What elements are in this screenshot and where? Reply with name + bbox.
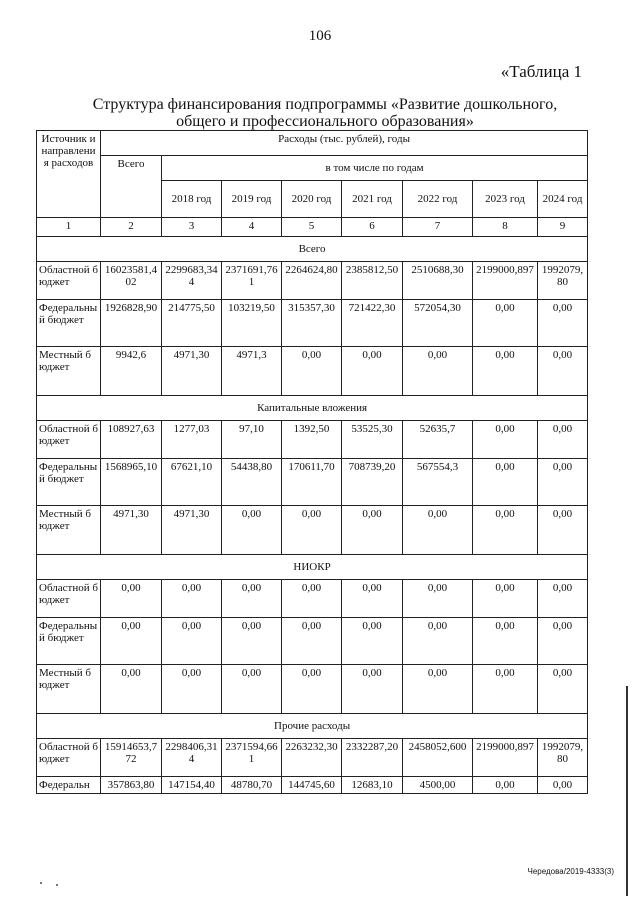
value-cell: 48780,70 [222, 777, 282, 794]
value-cell: 4971,30 [162, 347, 222, 396]
value-cell: 1992079,80 [538, 262, 588, 300]
value-cell: 0,00 [403, 665, 473, 714]
value-cell: 0,00 [403, 618, 473, 665]
value-cell: 0,00 [538, 665, 588, 714]
row-source: Федеральный бюджет [37, 618, 101, 665]
value-cell: 2510688,30 [403, 262, 473, 300]
table-row [37, 739, 588, 777]
value-cell: 0,00 [282, 347, 342, 396]
table-row [37, 618, 588, 665]
value-cell: 0,00 [101, 665, 162, 714]
margin-line [626, 686, 628, 896]
header-source: Источник и направления расходов [37, 131, 101, 218]
header-year: 2019 год [222, 181, 282, 218]
value-cell: 0,00 [342, 347, 403, 396]
header-year: 2018 год [162, 181, 222, 218]
section-title: Всего [37, 237, 588, 262]
value-cell: 0,00 [473, 580, 538, 618]
table-row [37, 300, 588, 347]
financing-table [36, 130, 588, 794]
value-cell: 0,00 [342, 506, 403, 555]
column-number: 2 [101, 218, 162, 237]
value-cell: 0,00 [342, 665, 403, 714]
value-cell: 567554,3 [403, 459, 473, 506]
value-cell: 4971,30 [162, 506, 222, 555]
header-total: Всего [101, 156, 162, 218]
row-source: Федеральный бюджет [37, 300, 101, 347]
value-cell: 0,00 [403, 506, 473, 555]
section-title: Прочие расходы [37, 714, 588, 739]
value-cell: 54438,80 [222, 459, 282, 506]
value-cell: 0,00 [403, 347, 473, 396]
value-cell: 2264624,80 [282, 262, 342, 300]
value-cell: 2385812,50 [342, 262, 403, 300]
value-cell: 357863,80 [101, 777, 162, 794]
value-cell: 0,00 [342, 580, 403, 618]
column-number: 6 [342, 218, 403, 237]
value-cell: 0,00 [473, 459, 538, 506]
table-row [37, 506, 588, 555]
value-cell: 0,00 [282, 665, 342, 714]
scan-dot [56, 884, 58, 886]
header-year: 2022 год [403, 181, 473, 218]
value-cell: 2298406,314 [162, 739, 222, 777]
value-cell: 0,00 [222, 580, 282, 618]
header-year: 2020 год [282, 181, 342, 218]
column-number: 7 [403, 218, 473, 237]
row-source: Областной бюджет [37, 421, 101, 459]
value-cell: 0,00 [162, 580, 222, 618]
page-number: 106 [308, 28, 332, 44]
value-cell: 0,00 [282, 506, 342, 555]
value-cell: 2199000,897 [473, 262, 538, 300]
value-cell: 0,00 [473, 618, 538, 665]
row-source: Местный бюджет [37, 665, 101, 714]
value-cell: 572054,30 [403, 300, 473, 347]
table-row [37, 347, 588, 396]
value-cell: 2332287,20 [342, 739, 403, 777]
value-cell: 1568965,10 [101, 459, 162, 506]
value-cell: 4971,30 [101, 506, 162, 555]
value-cell: 4971,3 [222, 347, 282, 396]
column-number: 8 [473, 218, 538, 237]
value-cell: 1992079,80 [538, 739, 588, 777]
value-cell: 0,00 [473, 665, 538, 714]
value-cell: 1926828,90 [101, 300, 162, 347]
value-cell: 67621,10 [162, 459, 222, 506]
column-number: 3 [162, 218, 222, 237]
value-cell: 53525,30 [342, 421, 403, 459]
value-cell: 0,00 [101, 580, 162, 618]
table-caption: «Таблица 1 [500, 62, 582, 81]
value-cell: 1392,50 [282, 421, 342, 459]
table-row [37, 580, 588, 618]
value-cell: 12683,10 [342, 777, 403, 794]
value-cell: 0,00 [538, 506, 588, 555]
header-year: 2023 год [473, 181, 538, 218]
row-source: Областной бюджет [37, 262, 101, 300]
value-cell: 0,00 [473, 777, 538, 794]
value-cell: 0,00 [473, 347, 538, 396]
document-title: Структура финансирования подпрограммы «Развитие дошкольного, общего и профессионального образования» [92, 96, 558, 130]
value-cell: 0,00 [538, 300, 588, 347]
value-cell: 0,00 [162, 665, 222, 714]
table-row [37, 262, 588, 300]
column-number: 5 [282, 218, 342, 237]
value-cell: 144745,60 [282, 777, 342, 794]
table-row [37, 459, 588, 506]
table-row [37, 421, 588, 459]
value-cell: 1277,03 [162, 421, 222, 459]
value-cell: 721422,30 [342, 300, 403, 347]
row-source: Федеральный бюджет [37, 459, 101, 506]
table-row [37, 665, 588, 714]
value-cell: 0,00 [538, 347, 588, 396]
footer-code: Чередова/2019-4333(3) [527, 867, 614, 876]
row-source: Местный бюджет [37, 347, 101, 396]
value-cell: 0,00 [342, 618, 403, 665]
value-cell: 0,00 [473, 300, 538, 347]
value-cell: 170611,70 [282, 459, 342, 506]
value-cell: 0,00 [162, 618, 222, 665]
value-cell: 2299683,344 [162, 262, 222, 300]
value-cell: 97,10 [222, 421, 282, 459]
value-cell: 0,00 [538, 421, 588, 459]
value-cell: 2371691,761 [222, 262, 282, 300]
value-cell: 0,00 [282, 580, 342, 618]
value-cell: 0,00 [473, 506, 538, 555]
value-cell: 9942,6 [101, 347, 162, 396]
header-expenses: Расходы (тыс. рублей), годы [101, 131, 588, 156]
value-cell: 0,00 [473, 421, 538, 459]
value-cell: 108927,63 [101, 421, 162, 459]
value-cell: 103219,50 [222, 300, 282, 347]
value-cell: 0,00 [538, 777, 588, 794]
value-cell: 0,00 [538, 580, 588, 618]
table-row [37, 777, 588, 794]
row-source: Областной бюджет [37, 580, 101, 618]
value-cell: 15914653,772 [101, 739, 162, 777]
column-number: 9 [538, 218, 588, 237]
value-cell: 52635,7 [403, 421, 473, 459]
value-cell: 708739,20 [342, 459, 403, 506]
value-cell: 0,00 [538, 618, 588, 665]
value-cell: 0,00 [538, 459, 588, 506]
column-number: 4 [222, 218, 282, 237]
value-cell: 0,00 [222, 665, 282, 714]
header-year: 2021 год [342, 181, 403, 218]
value-cell: 4500,00 [403, 777, 473, 794]
value-cell: 2263232,30 [282, 739, 342, 777]
value-cell: 0,00 [403, 580, 473, 618]
header-by-years: в том числе по годам [162, 156, 588, 181]
value-cell: 2458052,600 [403, 739, 473, 777]
value-cell: 2371594,661 [222, 739, 282, 777]
value-cell: 0,00 [222, 506, 282, 555]
value-cell: 2199000,897 [473, 739, 538, 777]
value-cell: 0,00 [222, 618, 282, 665]
header-year: 2024 год [538, 181, 588, 218]
value-cell: 0,00 [101, 618, 162, 665]
value-cell: 214775,50 [162, 300, 222, 347]
row-source: Областной бюджет [37, 739, 101, 777]
scan-dot [40, 882, 42, 884]
section-title: Капитальные вложения [37, 396, 588, 421]
row-source: Федеральн [37, 777, 101, 794]
row-source: Местный бюджет [37, 506, 101, 555]
column-number: 1 [37, 218, 101, 237]
section-title: НИОКР [37, 555, 588, 580]
value-cell: 0,00 [282, 618, 342, 665]
value-cell: 147154,40 [162, 777, 222, 794]
value-cell: 315357,30 [282, 300, 342, 347]
value-cell: 16023581,402 [101, 262, 162, 300]
